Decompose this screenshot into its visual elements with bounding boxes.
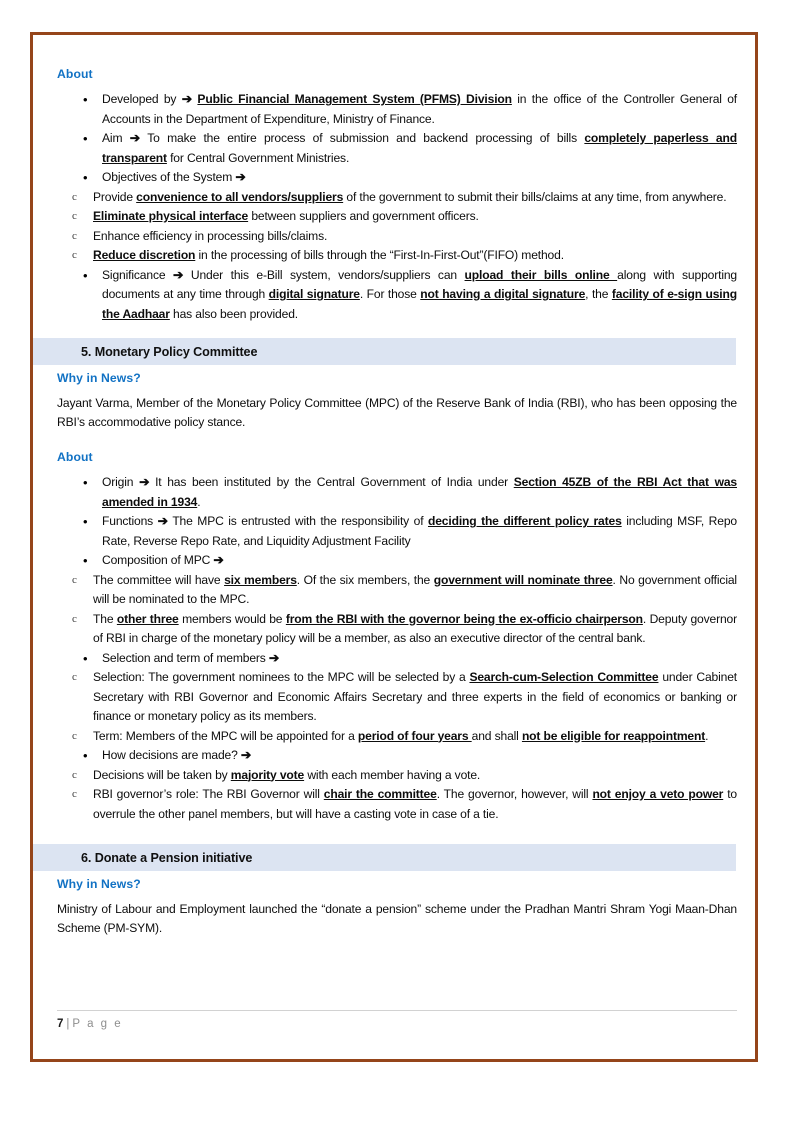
body-text: Decisions will be taken by — [93, 767, 231, 782]
bullet-icon: • — [83, 92, 88, 107]
list-item-text — [102, 92, 737, 126]
emphasis-text: deciding the different policy rates — [427, 514, 622, 528]
paragraph-why-in-news-mpc: Jayant Varma, Member of the Monetary Policy Committee (MPC) of the Reserve Bank of India (RBI), who has been opposing the RBI’s accommodative policy stance. — [57, 396, 737, 429]
body-text: under Cabinet Secretary with RBI Governor and Economic Affairs Secretary and three experts in the field of economics or banking or finance or monetary policy as its members. — [93, 670, 737, 723]
arrow-icon: ➔ — [157, 514, 168, 528]
emphasis-text: Public Financial Management System (PFMS) Division — [197, 92, 512, 106]
body-text: It has been instituted by the Central Government of India under — [149, 475, 514, 489]
body-text: Term: Members of the MPC will be appointed for a — [93, 728, 358, 743]
body-text: between suppliers and government officers. — [248, 209, 479, 223]
body-text: . No government official will be nominated to the MPC. — [93, 572, 737, 606]
sub-list-item-text — [93, 768, 480, 782]
body-text: including MSF, Repo Rate, Reverse Repo Rate, and Liquidity Adjustment Facility — [102, 514, 737, 548]
body-text: Selection: The government nominees to the MPC will be selected by a — [93, 670, 470, 684]
bullet-icon: • — [83, 553, 88, 568]
sub-bullet-icon: c — [72, 671, 77, 683]
sub-list-item — [57, 207, 737, 227]
arrow-icon: ➔ — [172, 267, 184, 282]
section-header-monetary-policy-committee — [33, 338, 736, 365]
footer-divider — [57, 1010, 737, 1011]
list-item-text — [102, 170, 246, 184]
spacer — [57, 824, 737, 844]
sub-list-item-text — [93, 573, 737, 607]
list-item-text — [102, 553, 224, 567]
document-page — [30, 32, 758, 1062]
list-ebill-about — [57, 90, 737, 324]
sub-bullet-icon: c — [72, 249, 77, 261]
list-item-text — [102, 475, 737, 509]
arrow-icon: ➔ — [139, 475, 150, 489]
body-text: , the — [585, 287, 612, 301]
body-text: Provide — [93, 189, 137, 204]
bullet-icon: • — [83, 514, 88, 529]
arrow-icon: ➔ — [129, 131, 141, 145]
arrow-icon: ➔ — [181, 92, 193, 106]
footer-page-label — [57, 1018, 737, 1030]
emphasis-text: Eliminate physical interface — [93, 209, 249, 223]
list-item — [57, 551, 737, 571]
sub-list — [57, 766, 737, 825]
sub-list — [57, 188, 737, 266]
heading-about-mpc: About — [57, 450, 93, 464]
sub-list-item — [57, 766, 737, 786]
page-footer — [57, 1010, 737, 1030]
emphasis-text: other three — [116, 611, 179, 626]
emphasis-text: Search-cum-Selection Committee — [469, 670, 659, 684]
body-text: . — [197, 494, 201, 509]
body-text: RBI governor’s role: The RBI Governor will — [93, 787, 324, 801]
emphasis-text: not enjoy a veto power — [592, 787, 724, 801]
sub-list-item-text — [93, 229, 327, 243]
body-text: along with supporting documents at any time through — [102, 267, 738, 301]
sub-bullet-icon: c — [72, 768, 77, 781]
body-text: and shall — [471, 728, 522, 743]
bullet-icon: • — [83, 475, 88, 490]
sub-list-item-text — [93, 612, 737, 646]
sub-bullet-icon: c — [72, 788, 77, 800]
footer-page-number: 7 — [57, 1018, 64, 1030]
body-text: To make the entire process of submission and backend processing of bills — [140, 131, 585, 145]
spacer — [57, 441, 737, 450]
emphasis-text: facility of e-sign using the Aadhaar — [102, 287, 737, 321]
sub-bullet-icon: c — [72, 229, 77, 242]
body-text: with each member having a vote. — [304, 767, 481, 782]
body-text: Objectives of the System — [102, 170, 236, 184]
emphasis-text: Reduce discretion — [93, 248, 196, 262]
body-text: . For those — [359, 287, 421, 301]
section-header-donate-a-pension — [33, 844, 736, 871]
sub-list-item — [57, 227, 737, 247]
footer-page-word: P a g e — [72, 1018, 123, 1030]
emphasis-text: upload their bills online — [464, 267, 618, 282]
list-item — [57, 746, 737, 766]
body-text: members would be — [178, 611, 286, 626]
body-text: Origin — [102, 475, 140, 489]
list-item — [57, 168, 737, 188]
bullet-icon: • — [83, 131, 88, 146]
emphasis-text: not be eligible for reappointment — [521, 728, 706, 743]
heading-why-in-news-pension: Why in News? — [57, 877, 141, 891]
list-item — [57, 473, 737, 512]
arrow-icon: ➔ — [213, 553, 224, 567]
page-content — [57, 67, 737, 947]
list-item-text — [102, 748, 251, 762]
emphasis-text: convenience to all vendors/suppliers — [136, 189, 344, 204]
bullet-icon: • — [83, 170, 88, 185]
emphasis-text: government will nominate three — [433, 572, 613, 587]
emphasis-text: digital signature — [268, 287, 360, 301]
arrow-icon: ➔ — [235, 170, 246, 184]
list-mpc-about — [57, 473, 737, 824]
list-item — [57, 90, 737, 129]
list-item-text — [102, 131, 737, 165]
list-item — [57, 649, 737, 669]
body-text: Significance — [102, 267, 173, 282]
list-item-text — [102, 514, 737, 548]
body-text: . Deputy governor of RBI in charge of the monetary policy will be a member, as also an executive director of the central bank. — [93, 611, 737, 645]
body-text: The — [93, 611, 117, 626]
sub-bullet-icon: c — [72, 573, 77, 586]
bullet-icon: • — [83, 650, 88, 666]
sub-list-item — [57, 610, 737, 649]
body-text: to overrule the other panel members, but will have a casting vote in case of a tie. — [93, 787, 737, 821]
list-item — [57, 266, 737, 325]
list-item-text — [102, 651, 279, 665]
body-text: . The governor, however, will — [436, 787, 593, 801]
sub-list-item-text — [93, 209, 479, 223]
emphasis-text: period of four years — [357, 728, 472, 743]
sub-bullet-icon: c — [72, 612, 77, 625]
section-title: 5. Monetary Policy Committee — [81, 344, 258, 359]
paragraph-why-in-news-pension: Ministry of Labour and Employment launched the “donate a pension” scheme under the Pradhan Mantri Shram Yogi Maan-Dhan Scheme (PM-SYM). — [57, 902, 737, 935]
emphasis-text: from the RBI with the governor being the ex-officio chairperson — [285, 611, 643, 626]
body-text: How decisions are made? — [102, 748, 241, 762]
arrow-icon: ➔ — [268, 650, 280, 665]
list-item — [57, 129, 737, 168]
sub-list-item-text — [93, 729, 708, 743]
body-text: . — [705, 728, 709, 743]
spacer — [57, 324, 737, 338]
body-text: . Of the six members, the — [296, 572, 434, 587]
bullet-icon: • — [83, 748, 88, 763]
body-text: The committee will have — [93, 572, 225, 587]
emphasis-text: six members — [224, 572, 297, 587]
body-text: Enhance efficiency in processing bills/claims. — [93, 228, 328, 243]
body-text: in the office of the Controller General of Accounts in the Department of Expenditure, Ministry of Finance. — [102, 92, 737, 126]
emphasis-text: Section 45ZB of the RBI Act that was amended in 1934 — [102, 475, 737, 509]
sub-list-item — [57, 668, 737, 727]
sub-list-item-text — [93, 248, 564, 262]
sub-list-item — [57, 188, 737, 208]
list-item-text — [102, 268, 737, 321]
list-item — [57, 512, 737, 551]
emphasis-text: completely paperless and transparent — [102, 131, 737, 165]
bullet-icon: • — [83, 267, 88, 283]
body-text: Under this e-Bill system, vendors/suppliers can — [183, 267, 465, 282]
body-text: Functions — [102, 514, 158, 528]
sub-list-item — [57, 727, 737, 747]
sub-bullet-icon: c — [72, 729, 77, 742]
body-text: The MPC is entrusted with the responsibility of — [167, 514, 428, 528]
sub-bullet-icon: c — [72, 210, 77, 222]
body-text: Composition of MPC — [102, 553, 214, 567]
sub-list-item — [57, 785, 737, 824]
sub-list — [57, 571, 737, 649]
body-text: of the government to submit their bills/claims at any time, from anywhere. — [343, 189, 727, 204]
emphasis-text: not having a digital signature — [420, 287, 586, 301]
sub-list-item-text — [93, 670, 737, 723]
body-text: Selection and term of members — [102, 650, 269, 665]
body-text: Aim — [102, 131, 130, 145]
body-text: in the processing of bills through the “First-In-First-Out”(FIFO) method. — [195, 248, 564, 262]
heading-why-in-news-mpc: Why in News? — [57, 371, 141, 385]
emphasis-text: chair the committee — [323, 787, 437, 801]
sub-list — [57, 668, 737, 746]
section-title: 6. Donate a Pension initiative — [81, 850, 253, 865]
sub-list-item — [57, 571, 737, 610]
emphasis-text: majority vote — [230, 767, 305, 782]
sub-bullet-icon: c — [72, 190, 77, 203]
sub-list-item-text — [93, 190, 726, 204]
sub-list-item-text — [93, 787, 737, 821]
sub-list-item — [57, 246, 737, 266]
body-text: for Central Government Ministries. — [166, 150, 350, 165]
body-text: Developed by — [102, 92, 182, 106]
heading-about-ebill: About — [57, 67, 93, 81]
footer-separator: | — [66, 1018, 70, 1030]
arrow-icon: ➔ — [240, 748, 252, 762]
body-text: has also been provided. — [169, 306, 298, 321]
